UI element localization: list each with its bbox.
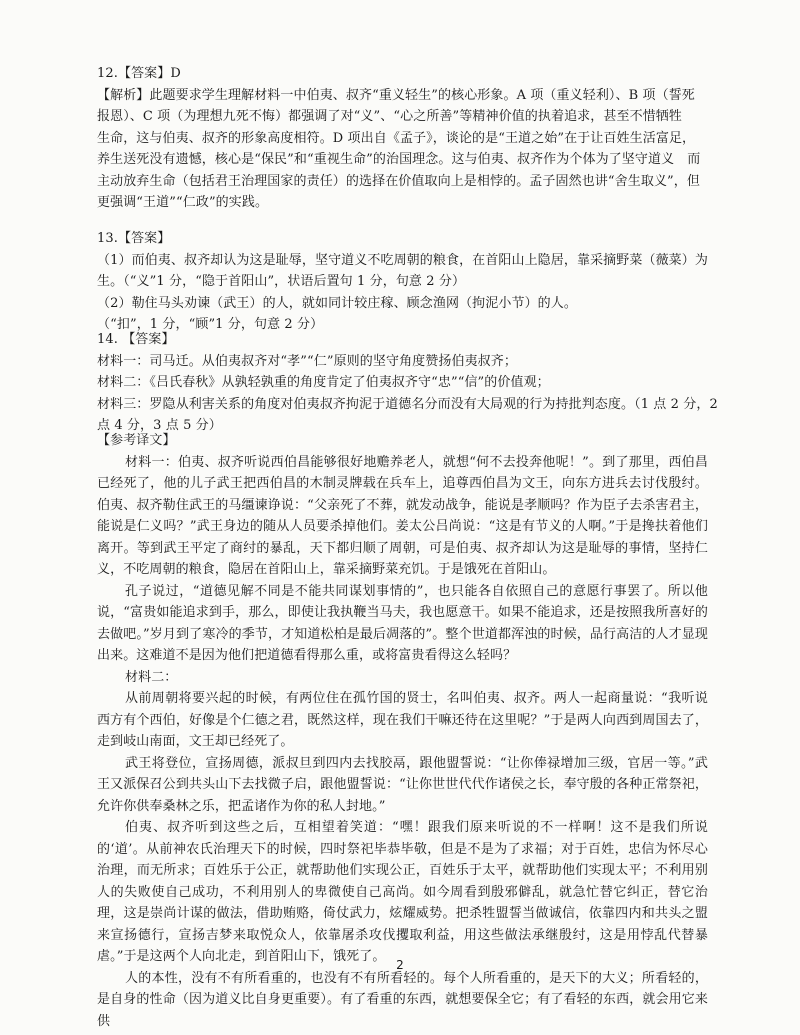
answer-line: 点 4 分，3 点 5 分）: [97, 418, 222, 433]
translation-heading: 【参考译文】: [97, 433, 176, 448]
translation-paragraph: 从前周朝将要兴起的时候，有两位住在孤竹国的贤士，名叫伯夷、叔齐。两人一起商量说：“我听说西方有个西伯，好像是个仁德之君，既然这样，现在我们干嘛还待在这里呢？”于是两人向西到周国去了，走到岐山南面，文王却已经死了。: [97, 691, 708, 749]
analysis-line: 【解析】此题要求学生理解材料一中伯夷、叔齐“重义轻生”的核心形象。A 项（重义轻利）、B 项（誓死: [97, 87, 695, 103]
translation-paragraph: 人的本性，没有不有所看重的，也没有不有所看轻的。每个人所看重的，是天下的大义；所看轻的，是自身的性命（因为道义比自身更重要）。有了看重的东西，就想要保全它；有了看轻的东西，就会用它来供: [97, 970, 708, 1029]
answer-line: （“扣”，1 分，“顾”1 分，句意 2 分）: [97, 317, 324, 332]
analysis-line: 更强调“王道”“仁政”的实践。: [97, 195, 269, 210]
analysis-line: 主动放弃生命（包括君王治理国家的责任）的选择在价值取向上是相悖的。孟子固然也讲“舍生取义”，但: [97, 173, 700, 189]
translation-paragraph: 材料一：伯夷、叔齐听说西伯昌能够很好地赡养老人，就想“何不去投奔他呢！”。到了那里，西伯昌已经死了，他的儿子武王把西伯昌的木制灵牌载在兵车上，追尊西伯昌为文王，向东方进兵去讨伐殷纣。伯夷、叔齐勒住武王的马缰谏诤说：“父亲死了不葬，就发动战争，能说是孝顺吗？作为臣子去杀害君主，能说是仁义吗？”武王身边的随从人员要杀掉他们。姜太公吕尚说：“这是有节义的人啊。”于是搀扶着他们离开。等到武王平定了商纣的暴乱，天下都归顺了周朝，可是伯夷、叔齐却认为这是耻辱的事情，坚持仁义，不吃周朝的粮食，隐居在首阳山上，靠采摘野菜充饥。于是饿死在首阳山。: [97, 454, 708, 577]
page-number: 2: [396, 958, 404, 972]
answer-line: （2）勒住马头劝谏（武王）的人，就如同计较庄稼、顾念渔网（拘泥小节）的人。: [97, 295, 577, 311]
translation-paragraph: 孔子说过，“道德见解不同是不能共同谋划事情的”，也只能各自依照自己的意愿行事罢了。所以他说，“富贵如能追求到手，那么，即使让我执鞭当马夫，我也愿意干。如果不能追求，还是按照我所喜好的去做吧。”岁月到了寒冷的季节，才知道松柏是最后凋落的”。整个世道都浑浊的时候，品行高洁的人才显现出来。这难道不是因为他们把道德看得那么重，或将富贵看得这么轻吗？: [97, 583, 708, 663]
answer-13-title: 13.【答案】: [97, 231, 171, 246]
answer-line: （1）而伯夷、叔齐却认为这是耻辱，坚守道义不吃周朝的粮食，在首阳山上隐居，靠采摘野菜（薇菜）为: [97, 252, 708, 268]
answer-12-title: 12.【答案】D: [97, 66, 181, 81]
reference-translation-section: [97, 430, 708, 1032]
analysis-line: 生命，这与伯夷、叔齐的形象高度相符。D 项出自《孟子》，谈论的是“王道之始”在于让百姓生活富足，: [97, 130, 696, 146]
answer-line: 材料一：司马迁。从伯夷叔齐对“孝”“仁”原则的坚守角度赞扬伯夷叔齐；: [97, 353, 517, 369]
answer-12-section: [97, 63, 708, 214]
translation-paragraph: 武王将登位，宣扬周德，派叔旦到四内去找胶鬲，跟他盟誓说：“让你俸禄增加三级，官居一等。”武王又派保召公到共头山下去找微子启，跟他盟誓说：“让你世世代代作诸侯之长，奉守殷的各种正常祭祀，允许你供奉桑林之乐，把孟诸作为你的私人封地。”: [97, 755, 708, 814]
translation-paragraph: 伯夷、叔齐听到这些之后，互相望着笑道：“嘿！跟我们原来听说的不一样啊！这不是我们所说的‘道’。从前神农氏治理天下的时候，四时祭祀毕恭毕敬，但是不是为了求福；对于百姓，忠信为怀尽心治理，而无所求；百姓乐于公正，就帮助他们实现公正，百姓乐于太平，就帮助他们实现太平；不利用别人的失败使自己成功，不利用别人的卑微使自己高尚。如今周看到殷邪僻乱，就急忙替它纠正，替它治理，这是崇尚计谋的做法，借助贿赂，倚仗武力，炫耀威势。把杀牲盟誓当做诚信，依靠四内和共头之盟来宣扬德行，宣扬吉梦来取悦众人，依靠屠杀攻伐攫取利益，用这些做法承继殷纣，这是用悖乱代替暴虐。”于是这两个人向北走，到首阳山下，饿死了。: [97, 820, 708, 964]
answer-13-section: [97, 228, 708, 336]
analysis-line: 养生送死没有遗憾，核心是“保民”和“重视生命”的治国理念。这与伯夷、叔齐作为个体为了坚守道义 而: [97, 152, 701, 167]
answer-line: 生。（“义”1 分，“隐于首阳山”，状语后置句 1 分，句意 2 分）: [97, 274, 466, 289]
answer-14-section: [97, 329, 718, 437]
material-label: 材料二：: [125, 669, 178, 685]
answer-line: 材料三：罗隐从利害关系的角度对伯夷叔齐拘泥于道德名分而没有大局观的行为持批判态度。（1 点 2 分，2: [97, 396, 718, 412]
answer-line: 材料二：《吕氏春秋》从孰轻孰重的角度肯定了伯夷叔齐守“忠”“信”的价值观；: [97, 375, 550, 390]
answer-14-title: 14. 【答案】: [97, 332, 175, 347]
analysis-line: 报恩）、C 项（为理想九死不悔）都强调了对“义”、“心之所善”等精神价值的执着追求，甚至不惜牺牲: [97, 109, 682, 124]
